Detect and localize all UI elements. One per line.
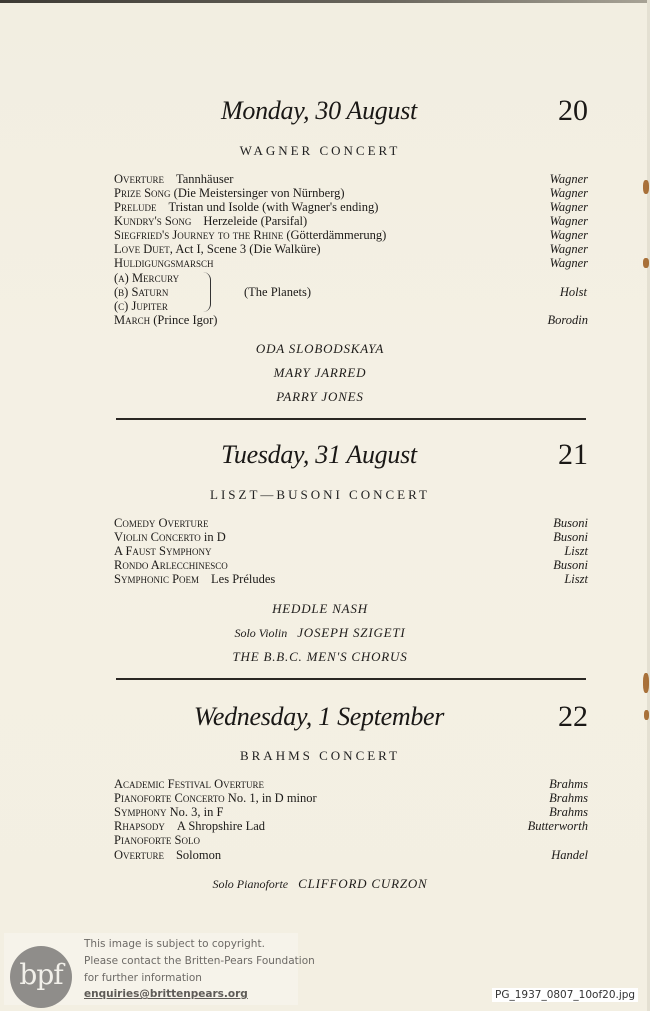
item-composer: Brahms bbox=[549, 777, 588, 791]
item-work: Tannhäuser bbox=[175, 172, 234, 186]
artist-name: THE B.B.C. MEN'S CHORUS bbox=[232, 649, 408, 664]
item-composer: Brahms bbox=[549, 805, 588, 819]
copyright-line: This image is subject to copyright. bbox=[84, 938, 265, 950]
programme-item bbox=[114, 299, 588, 313]
item-composer: Wagner bbox=[549, 256, 588, 270]
copyright-line: Please contact the Britten-Pears Foundation bbox=[84, 955, 315, 967]
group-composer: Holst bbox=[559, 285, 587, 299]
item-work: Act I, Scene 3 (Die Walküre) bbox=[175, 242, 321, 256]
artist-line bbox=[110, 341, 530, 357]
item-composer: Wagner bbox=[549, 214, 588, 228]
item-composer: Liszt bbox=[564, 544, 588, 558]
concert-day: Monday, 30 August bbox=[221, 96, 417, 125]
programme-item bbox=[114, 777, 588, 791]
foxing-stain bbox=[643, 180, 649, 194]
artist-name: JOSEPH SZIGETI bbox=[297, 625, 406, 640]
programme-item bbox=[114, 805, 588, 819]
item-composer: Handel bbox=[551, 848, 588, 862]
artist-line bbox=[110, 601, 530, 617]
artist-name: CLIFFORD CURZON bbox=[298, 876, 428, 891]
artist-line bbox=[110, 876, 530, 892]
item-composer: Busoni bbox=[553, 516, 588, 530]
artist-name: PARRY JONES bbox=[276, 389, 364, 404]
item-work: Herzeleide (Parsifal) bbox=[203, 214, 308, 228]
item-heading: March bbox=[114, 313, 151, 327]
programme-item bbox=[114, 544, 588, 558]
item-work: (Prince Igor) bbox=[153, 313, 218, 327]
item-heading: Huldigungsmarsch bbox=[114, 256, 214, 270]
item-heading: Overture bbox=[114, 848, 164, 862]
item-heading: Pianoforte Concerto bbox=[114, 791, 225, 805]
concert-header bbox=[110, 96, 588, 136]
group-label: (The Planets) bbox=[244, 285, 311, 299]
item-heading: Love Duet, bbox=[114, 242, 173, 256]
programme-item bbox=[114, 285, 588, 299]
item-composer: Wagner bbox=[549, 228, 588, 242]
programme-item bbox=[114, 214, 588, 228]
item-composer: Butterworth bbox=[527, 819, 588, 833]
section-divider bbox=[116, 418, 586, 420]
artist-line bbox=[110, 649, 530, 665]
item-composer: Busoni bbox=[553, 558, 588, 572]
item-heading: Symphony bbox=[114, 805, 167, 819]
item-heading: Comedy Overture bbox=[114, 516, 209, 530]
item-heading: Symphonic Poem bbox=[114, 572, 200, 586]
section-divider bbox=[116, 678, 586, 680]
item-heading: Kundry's Song bbox=[114, 214, 192, 228]
artist-name: ODA SLOBODSKAYA bbox=[255, 341, 385, 356]
concert-title: LISZT—BUSONI CONCERT bbox=[210, 487, 430, 502]
item-composer: Wagner bbox=[549, 200, 588, 214]
item-heading: Siegfried's Journey to the Rhine bbox=[114, 228, 284, 242]
artist-line bbox=[110, 625, 530, 641]
artist-line bbox=[110, 365, 530, 381]
artist-name: MARY JARRED bbox=[273, 365, 367, 380]
item-heading: Overture bbox=[114, 172, 164, 186]
item-composer: Liszt bbox=[564, 572, 588, 586]
foxing-stain bbox=[643, 258, 649, 268]
bpf-logo: bpf bbox=[10, 946, 72, 1008]
programme-item bbox=[114, 572, 588, 586]
item-heading: Prize Song bbox=[114, 186, 171, 200]
programme-item bbox=[114, 271, 588, 285]
concert-header bbox=[110, 702, 588, 742]
contact-email-link[interactable]: enquiries@brittenpears.org bbox=[84, 988, 248, 1000]
item-composer: Wagner bbox=[549, 186, 588, 200]
item-heading: Prelude bbox=[114, 200, 157, 214]
item-work: Tristan und Isolde (with Wagner's ending) bbox=[168, 200, 379, 214]
concert-header bbox=[110, 440, 588, 480]
programme-item bbox=[114, 833, 588, 847]
item-work: No. 3, in F bbox=[169, 805, 224, 819]
item-composer: Borodin bbox=[547, 313, 588, 327]
item-heading: (c) Jupiter bbox=[114, 299, 168, 313]
item-composer: Brahms bbox=[549, 791, 588, 805]
item-heading: Violin Concerto bbox=[114, 530, 201, 544]
programme-item bbox=[114, 186, 588, 200]
image-filename: PG_1937_0807_10of20.jpg bbox=[492, 988, 638, 1002]
programme-item bbox=[114, 172, 588, 186]
item-work: (Die Meistersinger von Nürnberg) bbox=[173, 186, 345, 200]
programme-item bbox=[114, 256, 588, 270]
item-heading: (b) Saturn bbox=[114, 285, 169, 299]
item-work: No. 1, in D minor bbox=[227, 791, 317, 805]
item-heading: Pianoforte Solo bbox=[114, 833, 200, 847]
artist-name: HEDDLE NASH bbox=[272, 601, 368, 616]
programme-item bbox=[114, 791, 588, 805]
programme-item bbox=[114, 228, 588, 242]
concert-title: BRAHMS CONCERT bbox=[239, 748, 401, 763]
programme-item bbox=[114, 848, 588, 862]
item-heading: (a) Mercury bbox=[114, 271, 180, 285]
item-work: A Shropshire Lad bbox=[176, 819, 266, 833]
item-composer: Wagner bbox=[549, 172, 588, 186]
brace-bracket bbox=[203, 272, 211, 312]
item-heading: Rhapsody bbox=[114, 819, 165, 833]
programme-item bbox=[114, 242, 588, 256]
artist-role: Solo Pianoforte bbox=[212, 877, 289, 891]
item-composer: Wagner bbox=[549, 242, 588, 256]
concert-number: 22 bbox=[558, 700, 588, 733]
item-composer: Busoni bbox=[553, 530, 588, 544]
programme-item bbox=[114, 558, 588, 572]
item-heading: Academic Festival Overture bbox=[114, 777, 265, 791]
item-work: Les Préludes bbox=[211, 572, 276, 586]
programme-item bbox=[114, 313, 588, 327]
item-work: (Götterdämmerung) bbox=[286, 228, 387, 242]
foxing-stain bbox=[643, 673, 649, 693]
programme-item bbox=[114, 530, 588, 544]
programme-item bbox=[114, 516, 588, 530]
copyright-line: for further information bbox=[84, 972, 202, 984]
concert-day: Wednesday, 1 September bbox=[193, 702, 445, 731]
item-work: in D bbox=[203, 530, 226, 544]
concert-number: 20 bbox=[558, 94, 588, 127]
concert-number: 21 bbox=[558, 438, 588, 471]
foxing-stain bbox=[644, 710, 649, 720]
programme-item bbox=[114, 200, 588, 214]
artist-role: Solo Violin bbox=[234, 626, 288, 640]
concert-title: WAGNER CONCERT bbox=[239, 143, 401, 158]
item-heading: Rondo Arlecchinesco bbox=[114, 558, 228, 572]
page-top-edge bbox=[0, 0, 650, 3]
item-heading: A Faust Symphony bbox=[114, 544, 212, 558]
concert-day: Tuesday, 31 August bbox=[221, 440, 417, 469]
item-work: Solomon bbox=[175, 848, 222, 862]
programme-item bbox=[114, 819, 588, 833]
artist-line bbox=[110, 389, 530, 405]
